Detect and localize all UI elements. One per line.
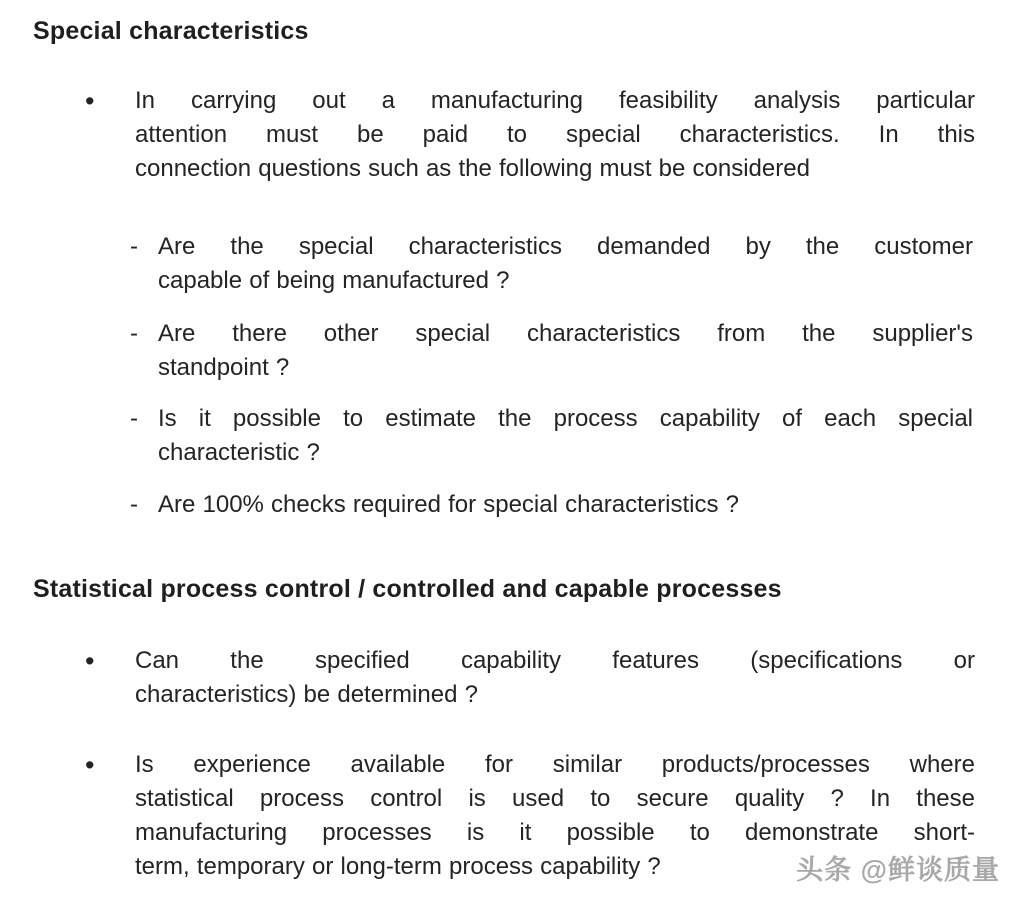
paragraph-line: Are the special characteristics demanded by the customer	[158, 233, 973, 260]
dash-icon: -	[130, 320, 138, 347]
paragraph-line: standpoint ?	[158, 354, 290, 381]
bullet-paragraph-capability-features	[85, 644, 1022, 712]
dash-icon: -	[130, 405, 138, 432]
bullet-icon: •	[85, 646, 95, 676]
paragraph-line: capable of being manufactured ?	[158, 267, 510, 294]
paragraph-line: Is it possible to estimate the process capability of each special	[158, 405, 973, 432]
paragraph-line: term, temporary or long-term process capability ?	[135, 853, 661, 880]
dash-item-customer-demand	[130, 230, 1022, 298]
paragraph-line: attention must be paid to special characteristics. In this	[135, 121, 975, 148]
bullet-paragraph-feasibility	[85, 84, 1022, 186]
paragraph-text	[135, 84, 975, 186]
paragraph-line: In carrying out a manufacturing feasibility analysis particular	[135, 87, 975, 114]
dash-item-supplier-standpoint	[130, 317, 1022, 385]
paragraph-line: Can the specified capability features (specifications or	[135, 647, 975, 674]
dash-icon: -	[130, 233, 138, 260]
paragraph-text	[158, 230, 973, 298]
dash-item-process-capability	[130, 402, 1022, 470]
paragraph-line: Are there other special characteristics from the supplier's	[158, 320, 973, 347]
paragraph-line: manufacturing processes is it possible to demonstrate short-	[135, 819, 975, 846]
heading-statistical-process-control: Statistical process control / controlled and capable processes	[33, 575, 782, 603]
paragraph-line: connection questions such as the following must be considered	[135, 155, 810, 182]
paragraph-line: characteristics) be determined ?	[135, 681, 478, 708]
paragraph-text	[158, 402, 973, 470]
paragraph-text	[158, 317, 973, 385]
dash-icon: -	[130, 491, 138, 518]
heading-special-characteristics: Special characteristics	[33, 17, 309, 45]
bullet-icon: •	[85, 750, 95, 780]
paragraph-text	[135, 644, 975, 712]
paragraph-line: Is experience available for similar products/processes where	[135, 751, 975, 778]
toutiao-watermark: 头条 @鲜谈质量	[796, 855, 1000, 885]
paragraph-line: characteristic ?	[158, 439, 320, 466]
paragraph-line: Are 100% checks required for special characteristics ?	[158, 491, 739, 518]
paragraph-line: statistical process control is used to secure quality ? In these	[135, 785, 975, 812]
dash-item-100-percent-checks	[130, 488, 1022, 522]
bullet-icon: •	[85, 86, 95, 116]
paragraph-text	[158, 488, 973, 522]
